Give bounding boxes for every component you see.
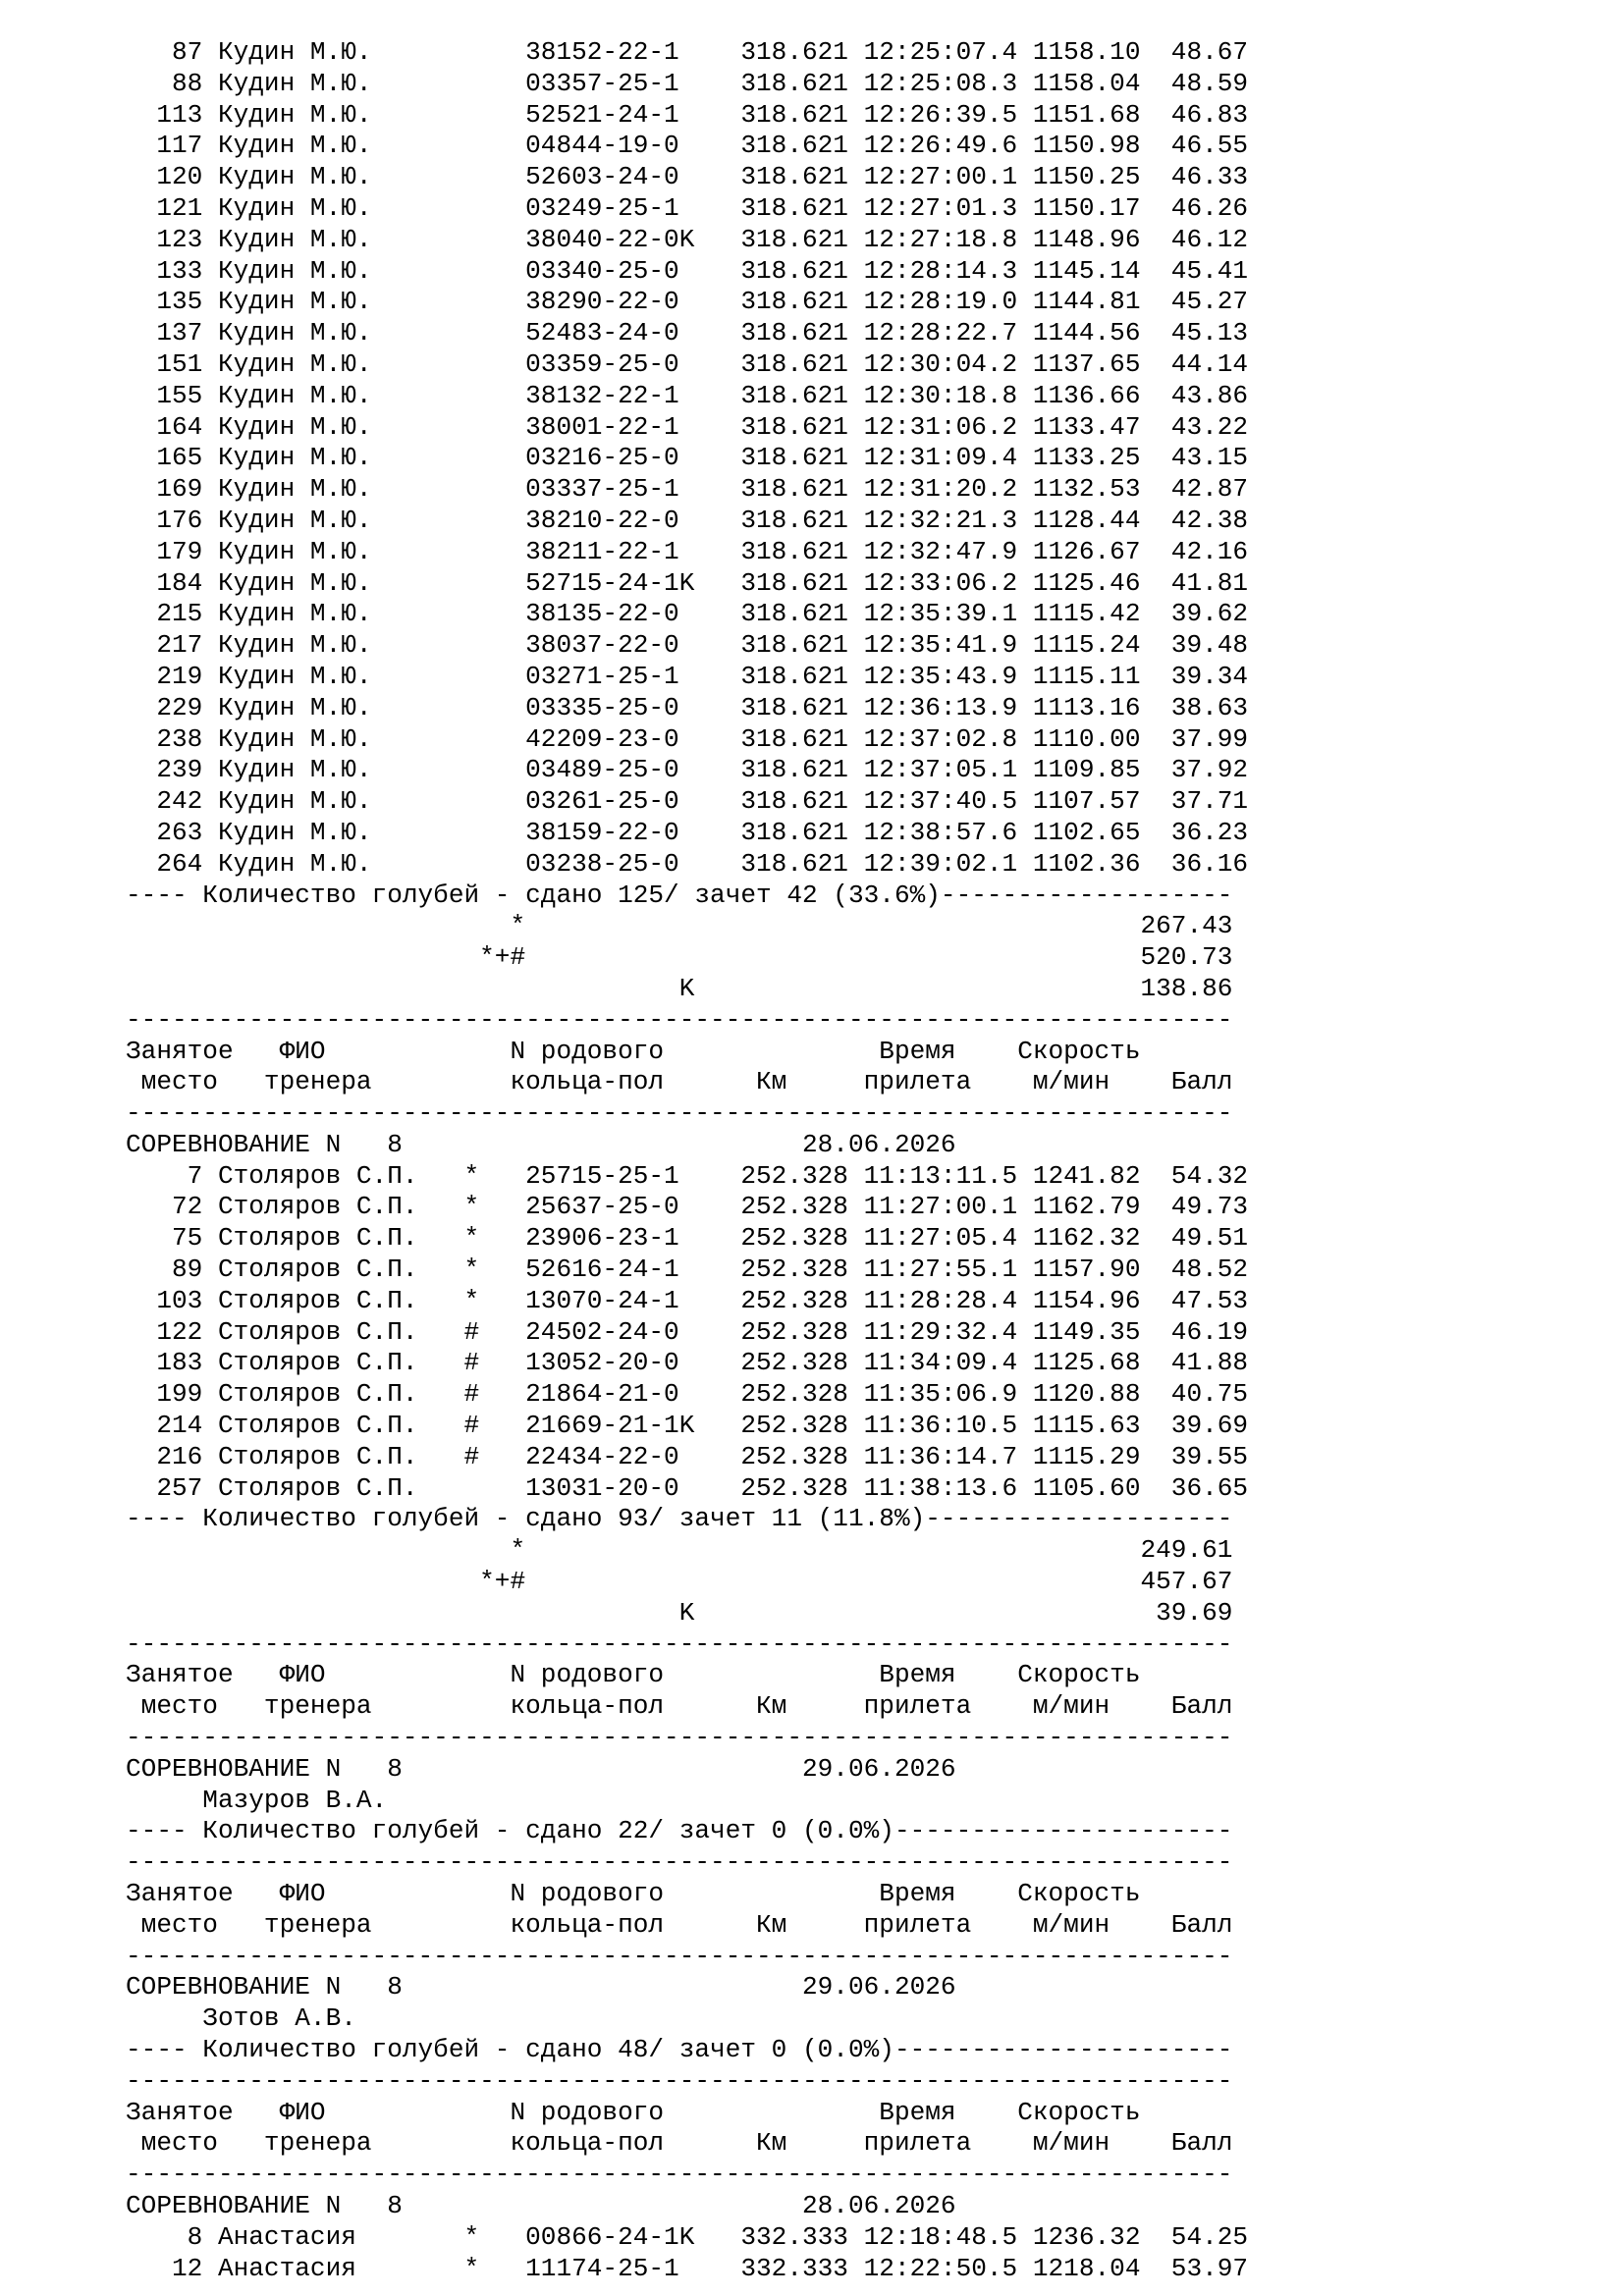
separator-line: ------------------------------------------------------------------------: [126, 1629, 1233, 1659]
result-row: 103 Столяров С.П. * 13070-24-1 252.328 11:28:28.4 1154.96 47.53: [126, 1285, 1249, 1315]
separator-line: ------------------------------------------------------------------------: [126, 1941, 1233, 1971]
result-row: 257 Столяров С.П. 13031-20-0 252.328 11:38:13.6 1105.60 36.65: [126, 1472, 1249, 1503]
column-header: Занятое ФИО N родового Время Скорость: [126, 2097, 1141, 2127]
column-header: Занятое ФИО N родового Время Скорость: [126, 1879, 1141, 1909]
separator-line: ------------------------------------------------------------------------: [126, 1098, 1233, 1129]
result-row: 165 Кудин М.Ю. 03216-25-0 318.621 12:31:09.4 1133.25 43.15: [126, 443, 1249, 473]
coefficient-line: K 138.86: [126, 973, 1233, 1003]
competition-header: СОРЕВНОВАНИЕ N 8 28.06.2026: [126, 1129, 956, 1159]
result-row: 219 Кудин М.Ю. 03271-25-1 318.621 12:35:43.9 1115.11 39.34: [126, 661, 1249, 691]
result-row: 117 Кудин М.Ю. 04844-19-0 318.621 12:26:49.6 1150.98 46.55: [126, 131, 1249, 161]
result-row: 199 Столяров С.П. # 21864-21-0 252.328 11:35:06.9 1120.88 40.75: [126, 1379, 1249, 1410]
separator-line: ------------------------------------------------------------------------: [126, 2160, 1233, 2190]
coefficient-line: K 39.69: [126, 1597, 1233, 1628]
result-row: 217 Кудин М.Ю. 38037-22-0 318.621 12:35:41.9 1115.24 39.48: [126, 630, 1249, 661]
result-row: 184 Кудин М.Ю. 52715-24-1K 318.621 12:33:06.2 1125.46 41.81: [126, 567, 1249, 598]
result-row: 216 Столяров С.П. # 22434-22-0 252.328 11:36:14.7 1115.29 39.55: [126, 1441, 1249, 1471]
summary-line: ---- Количество голубей - сдано 48/ зачет 0 (0.0%)----------------------: [126, 2035, 1233, 2064]
result-row: 120 Кудин М.Ю. 52603-24-0 318.621 12:27:00.1 1150.25 46.33: [126, 162, 1249, 192]
result-row: 164 Кудин М.Ю. 38001-22-1 318.621 12:31:06.2 1133.47 43.22: [126, 411, 1249, 442]
separator-line: ------------------------------------------------------------------------: [126, 1847, 1233, 1878]
result-row: 239 Кудин М.Ю. 03489-25-0 318.621 12:37:05.1 1109.85 37.92: [126, 755, 1249, 785]
result-row: 135 Кудин М.Ю. 38290-22-0 318.621 12:28:19.0 1144.81 45.27: [126, 287, 1249, 317]
result-row: 123 Кудин М.Ю. 38040-22-0K 318.621 12:27:18.8 1148.96 46.12: [126, 224, 1249, 254]
result-row: 122 Столяров С.П. # 24502-24-0 252.328 11:29:32.4 1149.35 46.19: [126, 1316, 1249, 1347]
competition-header: СОРЕВНОВАНИЕ N 8 29.06.2026: [126, 1753, 956, 1784]
result-row: 133 Кудин М.Ю. 03340-25-0 318.621 12:28:14.3 1145.14 45.41: [126, 255, 1249, 286]
coefficient-line: *+# 520.73: [126, 942, 1233, 973]
result-row: 176 Кудин М.Ю. 38210-22-0 318.621 12:32:21.3 1128.44 42.38: [126, 505, 1249, 535]
result-row: 264 Кудин М.Ю. 03238-25-0 318.621 12:39:02.1 1102.36 36.16: [126, 848, 1249, 879]
result-row: 238 Кудин М.Ю. 42209-23-0 318.621 12:37:02.8 1110.00 37.99: [126, 723, 1249, 754]
result-row: 151 Кудин М.Ю. 03359-25-0 318.621 12:30:04.2 1137.65 44.14: [126, 348, 1249, 379]
result-row: 137 Кудин М.Ю. 52483-24-0 318.621 12:28:22.7 1144.56 45.13: [126, 318, 1249, 348]
column-header: место тренера кольца-пол Км прилета м/мин Балл: [126, 1691, 1233, 1722]
coefficient-line: * 267.43: [126, 911, 1233, 941]
result-row: 169 Кудин М.Ю. 03337-25-1 318.621 12:31:20.2 1132.53 42.87: [126, 474, 1249, 505]
result-row: 72 Столяров С.П. * 25637-25-0 252.328 11:27:00.1 1162.79 49.73: [126, 1192, 1249, 1222]
result-row: 88 Кудин М.Ю. 03357-25-1 318.621 12:25:08.3 1158.04 48.59: [126, 68, 1249, 98]
column-header: Занятое ФИО N родового Время Скорость: [126, 1036, 1141, 1066]
coefficient-line: * 249.61: [126, 1535, 1233, 1566]
result-row: 215 Кудин М.Ю. 38135-22-0 318.621 12:35:39.1 1115.42 39.62: [126, 599, 1249, 629]
result-row: 121 Кудин М.Ю. 03249-25-1 318.621 12:27:01.3 1150.17 46.26: [126, 192, 1249, 223]
competition-header: СОРЕВНОВАНИЕ N 8 28.06.2026: [126, 2190, 956, 2220]
result-row: 87 Кудин М.Ю. 38152-22-1 318.621 12:25:07.4 1158.10 48.67: [126, 37, 1249, 67]
result-row: 113 Кудин М.Ю. 52521-24-1 318.621 12:26:39.5 1151.68 46.83: [126, 99, 1249, 130]
result-row: 12 Анастасия * 11174-25-1 332.333 12:22:50.5 1218.04 53.97: [126, 2253, 1249, 2283]
separator-line: ------------------------------------------------------------------------: [126, 1723, 1233, 1753]
column-header: место тренера кольца-пол Км прилета м/мин Балл: [126, 1909, 1233, 1940]
result-row: 183 Столяров С.П. # 13052-20-0 252.328 11:34:09.4 1125.68 41.88: [126, 1348, 1249, 1378]
result-row: 214 Столяров С.П. # 21669-21-1K 252.328 11:36:10.5 1115.63 39.69: [126, 1411, 1249, 1441]
result-row: 263 Кудин М.Ю. 38159-22-0 318.621 12:38:57.6 1102.65 36.23: [126, 817, 1249, 847]
competition-header: СОРЕВНОВАНИЕ N 8 29.06.2026: [126, 1972, 956, 2002]
separator-line: ------------------------------------------------------------------------: [126, 2065, 1233, 2096]
result-row: 8 Анастасия * 00866-24-1K 332.333 12:18:48.5 1236.32 54.25: [126, 2221, 1249, 2252]
column-header: Занятое ФИО N родового Время Скорость: [126, 1660, 1141, 1690]
result-row: 7 Столяров С.П. * 25715-25-1 252.328 11:13:11.5 1241.82 54.32: [126, 1160, 1249, 1191]
summary-line: ---- Количество голубей - сдано 93/ зачет 11 (11.8%)--------------------: [126, 1504, 1233, 1534]
result-row: 89 Столяров С.П. * 52616-24-1 252.328 11:27:55.1 1157.90 48.52: [126, 1255, 1249, 1285]
result-row: 179 Кудин М.Ю. 38211-22-1 318.621 12:32:47.9 1126.67 42.16: [126, 536, 1249, 566]
result-row: 75 Столяров С.П. * 23906-23-1 252.328 11:27:05.4 1162.32 49.51: [126, 1223, 1249, 1254]
result-row: 242 Кудин М.Ю. 03261-25-0 318.621 12:37:40.5 1107.57 37.71: [126, 786, 1249, 817]
summary-line: ---- Количество голубей - сдано 125/ зачет 42 (33.6%)-------------------: [126, 880, 1233, 910]
separator-line: ------------------------------------------------------------------------: [126, 1004, 1233, 1035]
fancier-name-line: Зотов А.В.: [126, 2003, 356, 2034]
result-row: 155 Кудин М.Ю. 38132-22-1 318.621 12:30:18.8 1136.66 43.86: [126, 380, 1249, 410]
coefficient-line: *+# 457.67: [126, 1567, 1233, 1597]
result-row: 229 Кудин М.Ю. 03335-25-0 318.621 12:36:13.9 1113.16 38.63: [126, 692, 1249, 722]
column-header: место тренера кольца-пол Км прилета м/мин Балл: [126, 1067, 1233, 1097]
column-header: место тренера кольца-пол Км прилета м/мин Балл: [126, 2128, 1233, 2159]
fancier-name-line: Мазуров В.А.: [126, 1785, 388, 1815]
summary-line: ---- Количество голубей - сдано 22/ зачет 0 (0.0%)----------------------: [126, 1816, 1233, 1846]
results-document: [126, 37, 1248, 2284]
